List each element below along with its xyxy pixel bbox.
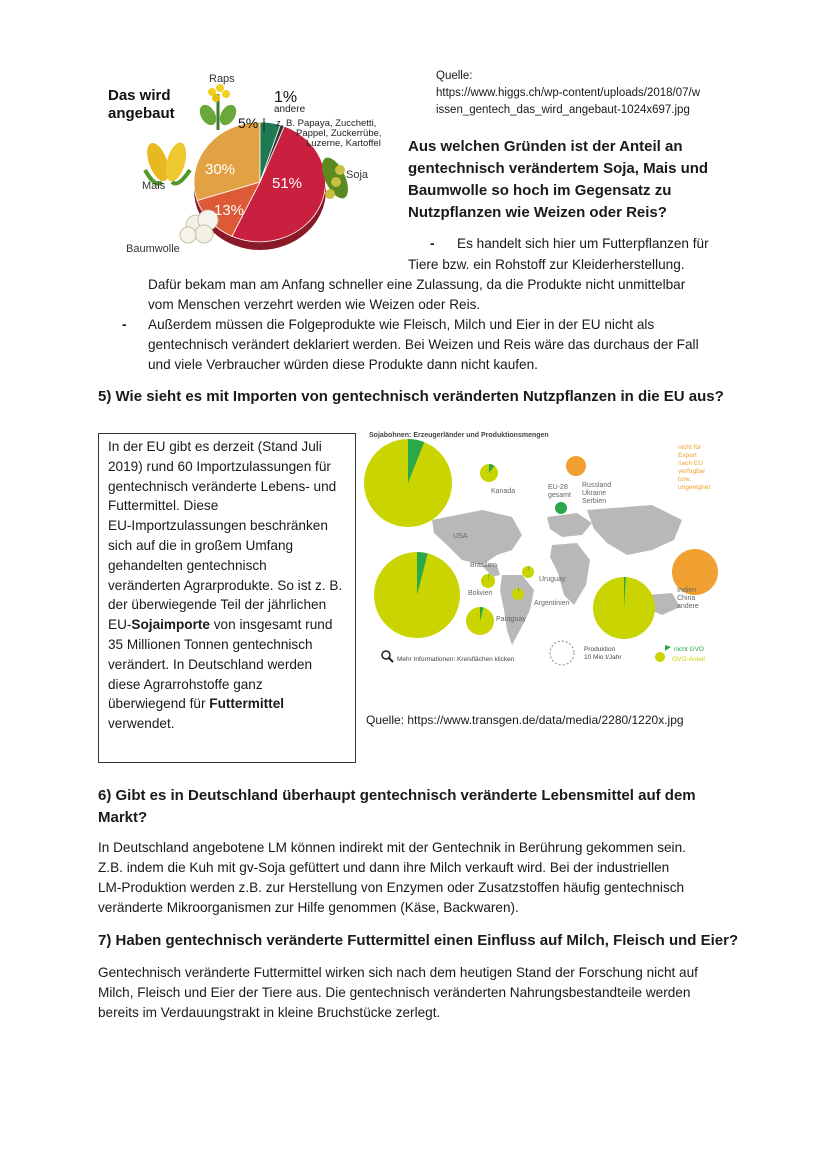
legend-nicht-gvo-swatch bbox=[665, 645, 671, 651]
q5-text-l12: verändert. In Deutschland werden bbox=[108, 656, 313, 672]
q5-text-l14-pre: überwiegend für bbox=[108, 696, 210, 712]
map-label-eu28-1: EU-28 bbox=[548, 484, 568, 491]
map-label-bolivien: Bolivien bbox=[468, 590, 493, 597]
q5-text-l15: verwendet. bbox=[108, 716, 175, 732]
pie-label-andere-pct: 1% bbox=[274, 89, 298, 106]
q6-answer bbox=[98, 838, 748, 918]
bullet-dash-2: - bbox=[122, 317, 127, 332]
q5-text-l1: In der EU gibt es derzeit (Stand Juli bbox=[108, 439, 322, 454]
legend-gvo-anteil: GVO-Anteil bbox=[672, 656, 705, 663]
q5-text-l7: gehandelten gentechnisch bbox=[108, 557, 267, 573]
pie-label-andere-detail-3: Luzerne, Kartoffel bbox=[306, 138, 381, 149]
pie-label-baumwolle: Baumwolle bbox=[126, 243, 180, 255]
pie-pct-raps: 5% bbox=[238, 115, 259, 131]
map-label-argentinien: Argentinien bbox=[534, 600, 570, 607]
source-1-label: Quelle: bbox=[436, 70, 473, 82]
legend-produktion-2: 10 Mio t/Jahr bbox=[584, 654, 622, 661]
pie-label-soja: Soja bbox=[346, 169, 369, 181]
q6-title bbox=[98, 785, 738, 829]
bubble-eu28[interactable] bbox=[555, 502, 567, 514]
answer-b1-line4: vom Menschen verzehrt werden wie Weizen oder Reis. bbox=[148, 297, 481, 312]
q5-text-l6: sich auf die in großem Umfang bbox=[108, 537, 294, 553]
answer-b1-line2: Tiere bzw. ein Rohstoff zur Kleiderherstellung. bbox=[408, 257, 685, 272]
source-1-url-line2: issen_gentech_das_wird_angebaut-1024x697.jpg bbox=[436, 104, 690, 116]
q5-text-l10-bold: Sojaimporte bbox=[131, 617, 210, 633]
answer-b2-line1: Außerdem müssen die Folgeprodukte wie Fleisch, Milch und Eier in der EU nicht als bbox=[148, 317, 655, 332]
q5-text-l5: EU-Importzulassungen beschränken bbox=[108, 518, 328, 534]
map-label-russland: Russland bbox=[582, 482, 612, 489]
pie-pct-mais: 30% bbox=[205, 161, 236, 178]
q6-title-line2: Markt? bbox=[98, 809, 148, 826]
q5-text-l10-pre: EU- bbox=[108, 617, 132, 633]
map-more-info: Mehr Informationen: Kreisflächen klicken bbox=[397, 656, 515, 663]
pie-pct-soja: 51% bbox=[272, 175, 303, 192]
answer-b1-line1: Es handelt sich hier um Futterpflanzen für bbox=[457, 236, 709, 251]
legend-produktion-1: Produktion bbox=[584, 646, 616, 653]
question-reasons-line4: Nutzpflanzen wie Weizen oder Reis? bbox=[408, 204, 667, 221]
svg-text:bzw.: bzw. bbox=[678, 476, 692, 483]
svg-text:nach EU: nach EU bbox=[678, 460, 703, 467]
q7-answer-l2: Milch, Fleisch und Eier der Tiere aus. Die gentechnisch veränderten Nahrungsbestandteile werden bbox=[98, 985, 691, 1000]
map-label-serbien: Serbien bbox=[582, 498, 607, 505]
map-label-kanada: Kanada bbox=[491, 488, 516, 495]
q5-text-l8: veränderten Agrarprodukte. So ist z. B. bbox=[108, 577, 343, 593]
q5-text-l14 bbox=[108, 694, 348, 714]
answer-b2-line3: und viele Verbraucher würden diese Produkte dann nicht kaufen. bbox=[148, 357, 538, 372]
pie-pct-baumwolle: 13% bbox=[214, 202, 245, 219]
q5-text-l14-bold: Futtermittel bbox=[209, 696, 285, 712]
q6-answer-l2: Z.B. indem die Kuh mit gv-Soja gefüttert und dann ihre Milch verkauft wird. Bei der industriellen bbox=[98, 860, 670, 875]
map-label-usa: USA bbox=[453, 533, 468, 540]
map-label-ukraine: Ukraine bbox=[582, 490, 607, 497]
bubble-russland[interactable] bbox=[566, 456, 586, 476]
map-label-paraguay: Paraguay bbox=[496, 616, 526, 623]
q5-title: 5) Wie sieht es mit Importen von gentechnisch veränderten Nutzpflanzen in die EU aus? bbox=[98, 388, 724, 405]
question-reasons-line2: gentechnisch verändertem Soja, Mais und bbox=[408, 160, 709, 177]
q7-answer-l1: Gentechnisch veränderte Futtermittel wirken sich nach dem heutigen Stand der Forschung nicht auf bbox=[98, 965, 698, 980]
map-label-uruguay: Uruguay bbox=[539, 576, 566, 583]
pie-label-andere-detail-2: Pappel, Zuckerrübe, bbox=[296, 128, 382, 139]
question-reasons bbox=[408, 136, 738, 224]
production-scale-circle bbox=[550, 641, 574, 665]
q5-text-l11: 35 Millionen Tonnen gentechnisch bbox=[108, 636, 313, 652]
question-reasons-line1: Aus welchen Gründen ist der Anteil an bbox=[408, 138, 683, 155]
soy-map-figure bbox=[362, 425, 722, 680]
legend-nicht-gvo: nicht GVO bbox=[674, 646, 704, 653]
q5-text-l2: 2019) rund 60 Importzulassungen für bbox=[108, 458, 331, 474]
raps-plant-icon bbox=[196, 84, 239, 130]
pie-label-andere: andere bbox=[274, 104, 306, 115]
q5-text-l13: diese Agrarrohstoffe ganz bbox=[108, 676, 263, 692]
answer-b1-line3: Dafür bekam man am Anfang schneller eine Zulassung, da die Produkte nicht unmittelbar bbox=[148, 277, 686, 292]
map-label-andere: andere bbox=[677, 603, 699, 610]
soy-map-title: Sojabohnen: Erzeugerländer und Produktionsmengen bbox=[369, 432, 549, 439]
source-1-url-line1: https://www.higgs.ch/wp-content/uploads/2018/07/w bbox=[436, 87, 701, 99]
q6-answer-l4: veränderte Mikroorganismen zur Hilfe genommen (Käse, Backwaren). bbox=[98, 900, 519, 915]
cotton-icon bbox=[180, 210, 218, 243]
source-1 bbox=[436, 68, 756, 119]
q7-answer-l3: bereits im Verdauungstrakt in kleine Bruchstücke zerlegt. bbox=[98, 1005, 441, 1020]
pie-title-line1: Das wird bbox=[108, 87, 171, 104]
q6-title-line1: 6) Gibt es in Deutschland überhaupt gentechnisch veränderte Lebensmittel auf dem bbox=[98, 787, 696, 804]
pie-label-raps: Raps bbox=[209, 73, 235, 85]
magnifier-icon bbox=[382, 651, 393, 662]
legend-gvo-swatch bbox=[655, 652, 665, 662]
question-reasons-line3: Baumwolle so hoch im Gegensatz zu bbox=[408, 182, 672, 199]
svg-text:verfügbar: verfügbar bbox=[678, 468, 706, 475]
q6-answer-l3: LM-Produktion werden z.B. zur Herstellung von Enzymen oder Zusatzstoffen häufig gentechnisch bbox=[98, 880, 685, 895]
bullet-dash-1: - bbox=[430, 236, 435, 251]
pie-label-mais: Mais bbox=[142, 180, 166, 192]
answer-b2-line2: gentechnisch verändert deklariert werden. Bei Weizen und Reis wäre das durchaus der Fall bbox=[148, 337, 699, 352]
source-2: Quelle: https://www.transgen.de/data/media/2280/1220x.jpg bbox=[366, 713, 684, 727]
q6-answer-l1: In Deutschland angebotene LM können indirekt mit der Gentechnik in Berührung gekommen sein. bbox=[98, 840, 686, 855]
q5-text-l4: Futtermittel. Diese bbox=[108, 498, 219, 514]
q5-text-l10-post: von insgesamt rund bbox=[209, 617, 333, 633]
svg-text:nicht für: nicht für bbox=[678, 444, 702, 451]
q5-text-l9: der überwiegende Teil der jährlichen bbox=[108, 597, 327, 613]
mais-cob-icon bbox=[143, 140, 190, 184]
pie-chart-figure bbox=[100, 70, 400, 260]
legend-export bbox=[678, 444, 710, 491]
q5-text-l10 bbox=[108, 615, 348, 635]
q7-title: 7) Haben gentechnisch veränderte Futtermittel einen Einfluss auf Milch, Fleisch und Eier? bbox=[98, 932, 739, 949]
q5-info-text bbox=[108, 437, 348, 734]
map-label-china: China bbox=[677, 595, 696, 602]
pie-title-line2: angebaut bbox=[108, 105, 175, 122]
map-label-eu28-2: gesamt bbox=[548, 492, 571, 499]
svg-text:ungeeignet: ungeeignet bbox=[678, 484, 711, 491]
pie-label-andere-detail-1: z. B. Papaya, Zucchetti, bbox=[276, 118, 377, 129]
q7-answer bbox=[98, 963, 748, 1023]
svg-text:Export: Export bbox=[678, 452, 697, 459]
map-label-indien: Indien bbox=[677, 587, 697, 594]
q5-text-l3: gentechnisch veränderte Lebens- und bbox=[108, 478, 337, 494]
map-label-brasilien: Brasilien bbox=[470, 562, 497, 569]
